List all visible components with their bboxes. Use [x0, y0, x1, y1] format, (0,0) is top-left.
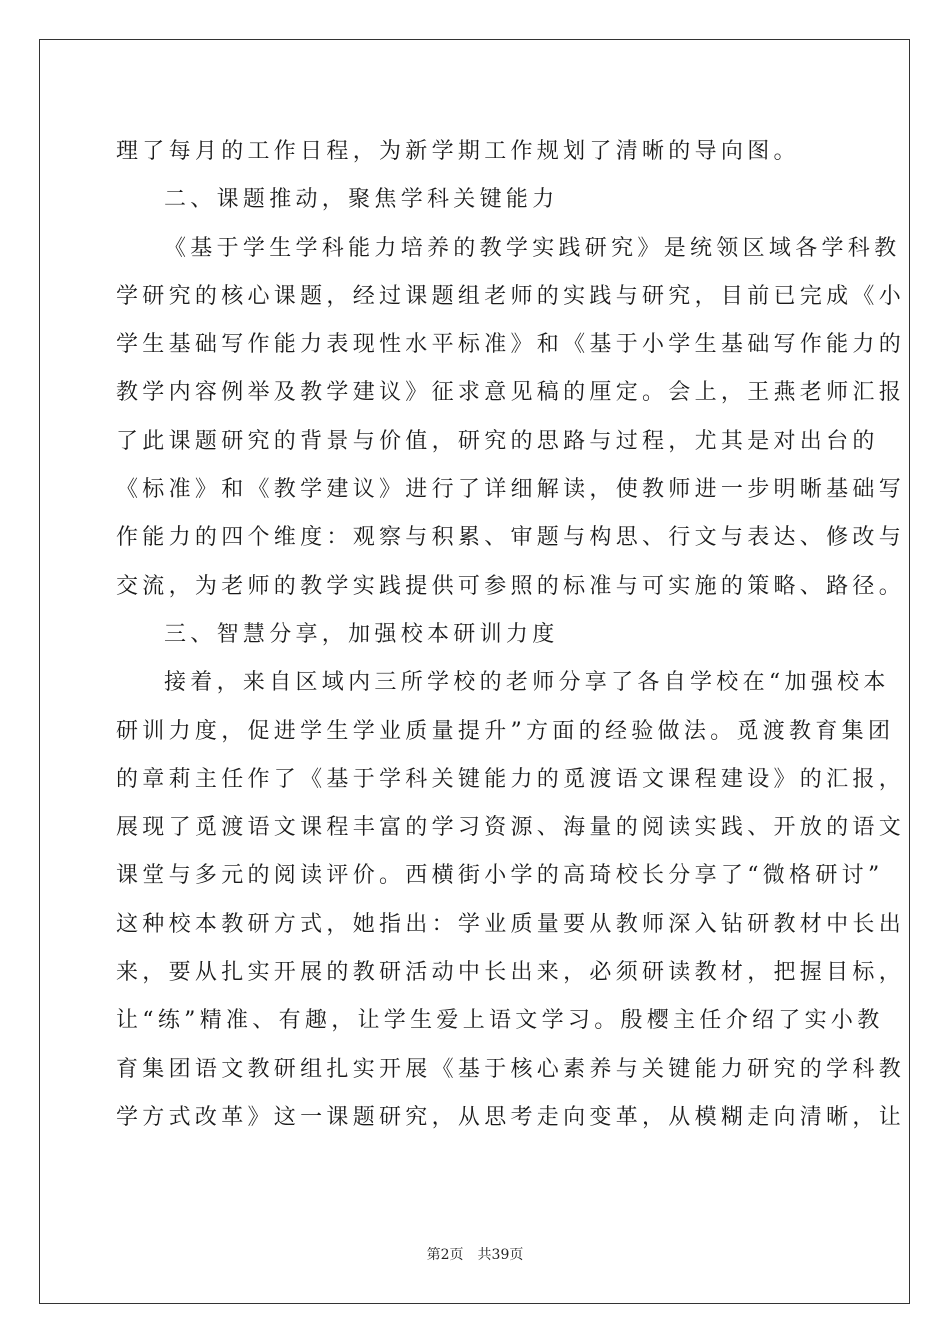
page-number: 第2页	[426, 1247, 464, 1263]
paragraph-line: 《基于学生学科能力培养的教学实践研究》是统领区域各学科教	[164, 235, 901, 261]
paragraph-line: 学研究的核心课题，经过课题组老师的实践与研究，目前已完成《小	[116, 283, 906, 309]
paragraph-line: 展现了觅渡语文课程丰富的学习资源、海量的阅读实践、开放的语文	[116, 815, 906, 841]
paragraph-line: 的章莉主任作了《基于学科关键能力的觅渡语文课程建设》的汇报，	[116, 766, 906, 792]
paragraph-line: 学方式改革》这一课题研究，从思考走向变革，从模糊走向清晰，让	[116, 1104, 906, 1130]
document-body	[116, 128, 906, 1142]
page-footer	[0, 1244, 950, 1264]
paragraph-line: 让“练”精准、有趣，让学生爱上语文学习。殷樱主任介绍了实小教	[116, 1008, 884, 1034]
paragraph-line: 育集团语文教研组扎实开展《基于核心素养与关键能力研究的学科教	[116, 1056, 906, 1082]
paragraph-line: 学生基础写作能力表现性水平标准》和《基于小学生基础写作能力的	[116, 332, 906, 358]
section-heading-2: 二、课题推动，聚焦学科关键能力	[164, 187, 559, 213]
paragraph-line: 了此课题研究的背景与价值，研究的思路与过程，尤其是对出台的	[116, 428, 879, 454]
section-heading-3: 三、智慧分享，加强校本研训力度	[164, 621, 559, 647]
paragraph-line: 教学内容例举及教学建议》征求意见稿的厘定。会上，王燕老师汇报	[116, 380, 906, 406]
paragraph-line: 这种校本教研方式，她指出：学业质量要从教师深入钻研教材中长出	[116, 911, 906, 937]
paragraph-line: 来，要从扎实开展的教研活动中长出来，必须研读教材，把握目标，	[116, 960, 906, 986]
page-total: 共39页	[477, 1247, 524, 1263]
paragraph-line: 作能力的四个维度：观察与积累、审题与构思、行文与表达、修改与	[116, 525, 906, 551]
paragraph-line: 研训力度，促进学生学业质量提升”方面的经验做法。觅渡教育集团	[116, 718, 895, 744]
paragraph-line: 课堂与多元的阅读评价。西横街小学的高琦校长分享了“微格研讨”	[116, 863, 884, 889]
paragraph-line: 理了每月的工作日程，为新学期工作规划了清晰的导向图。	[116, 139, 800, 164]
paragraph-line: 接着，来自区域内三所学校的老师分享了各自学校在“加强校本	[164, 670, 890, 696]
paragraph-line: 交流，为老师的教学实践提供可参照的标准与可实施的策略、路径。	[116, 573, 906, 599]
paragraph-line: 《标准》和《教学建议》进行了详细解读，使教师进一步明晰基础写	[116, 477, 906, 503]
